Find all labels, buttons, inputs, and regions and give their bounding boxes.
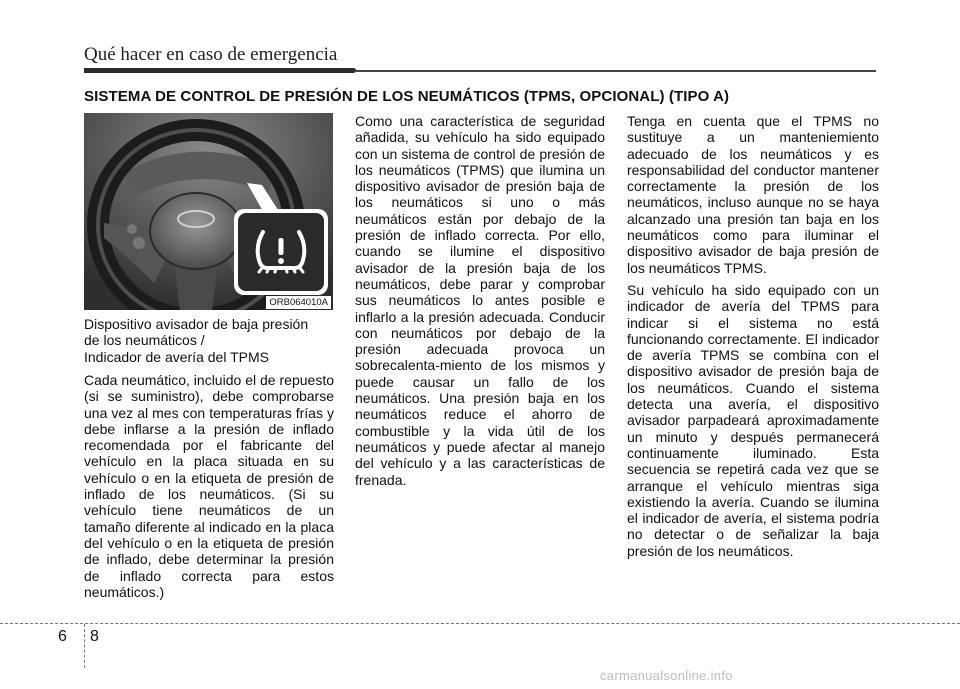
text-column-2 — [355, 113, 605, 494]
figure-caption — [84, 316, 334, 365]
caption-line: Dispositivo avisador de baja presión — [84, 316, 309, 332]
steering-wheel-figure — [84, 113, 333, 310]
tpms-warning-icon — [251, 226, 311, 280]
watermark: carmanualsonline.info — [600, 668, 733, 683]
page-number: 8 — [90, 628, 99, 645]
steering-wheel-illustration — [84, 113, 333, 310]
paragraph: Como una característica de seguridad añadida, su vehículo ha sido equipado con un sistema de control de presión de los neumáticos (TPMS) que ilumina un dispositivo avisador de presión baja de los neumáticos si uno o más neumáticos están por debajo de la presión de inflado correcta. Por ello, cuando se ilumine el dispositivo avisador de la presión baja de los neumáticos, debe parar y comprobar sus neumáticos lo antes posible e inflarlo a la presión adecuada. Conducir con neumáticos por debajo de la presión adecuada provoca un sobrecalenta-miento de los mismos y puede causar un fallo de los neumáticos. Una presión baja en los neumáticos reduce el ahorro de combustible y la vida útil de los neumáticos y puede afectar al manejo del vehículo y a las características de frenada. — [355, 113, 605, 488]
chapter-number: 6 — [58, 628, 67, 645]
footer-rule — [0, 623, 960, 624]
text-column-1 — [84, 372, 334, 606]
paragraph: Su vehículo ha sido equipado con un indicador de avería del TPMS para indicar si el sistema no está funcionando correctamente. El indicador de avería TPMS se combina con el dispositivo avisador de presión baja de los neumáticos. Cuando el sistema detecta una avería, el dispositivo avisador parpadeará aproximadamente un minuto y después permanecerá continuamente iluminado. Esta secuencia se repetirá cada vez que se arranque el vehículo mientras siga existiendo la avería. Cuando se ilumina el indicador de avería, el sistema podría no detectar o de señalizar la baja presión de los neumáticos. — [627, 281, 879, 559]
header-bar — [84, 68, 356, 73]
figure-code: ORB064010A — [266, 296, 331, 309]
section-title: SISTEMA DE CONTROL DE PRESIÓN DE LOS NEUMÁTICOS (TPMS, OPCIONAL) (TIPO A) — [84, 88, 730, 105]
header-rule — [356, 70, 876, 72]
header-title: Qué hacer en caso de emergencia — [84, 44, 338, 65]
paragraph: Tenga en cuenta que el TPMS no sustituye a un manteniemiento adecuado de los neumáticos y es responsabilidad del conductor mantener correctamente la presión de los neumáticos, incluso aunque no se haya alcanzado una presión tan baja en los neumáticos como para iluminar el dispositivo avisador de baja presión de los neumáticos TPMS. — [627, 113, 879, 276]
footer-divider — [84, 624, 85, 668]
text-column-3 — [627, 113, 879, 565]
paragraph: Cada neumático, incluido el de repuesto (si se suministro), debe comprobarse una vez al mes con temperaturas frías y debe inflarse a la presión de inflado recomendada por el fabricante del vehículo en la placa situada en su vehículo o en la etiqueta de presión de inflado de los neumáticos. (Si su vehículo tiene neumáticos de un tamaño diferente al indicado en la placa del vehículo o en la etiqueta de presión de inflado, debe determinar la presión de inflado correcta para estos neumáticos.) — [84, 372, 334, 600]
caption-line: Indicador de avería del TPMS — [84, 348, 269, 365]
caption-line: de los neumáticos / — [84, 332, 205, 349]
